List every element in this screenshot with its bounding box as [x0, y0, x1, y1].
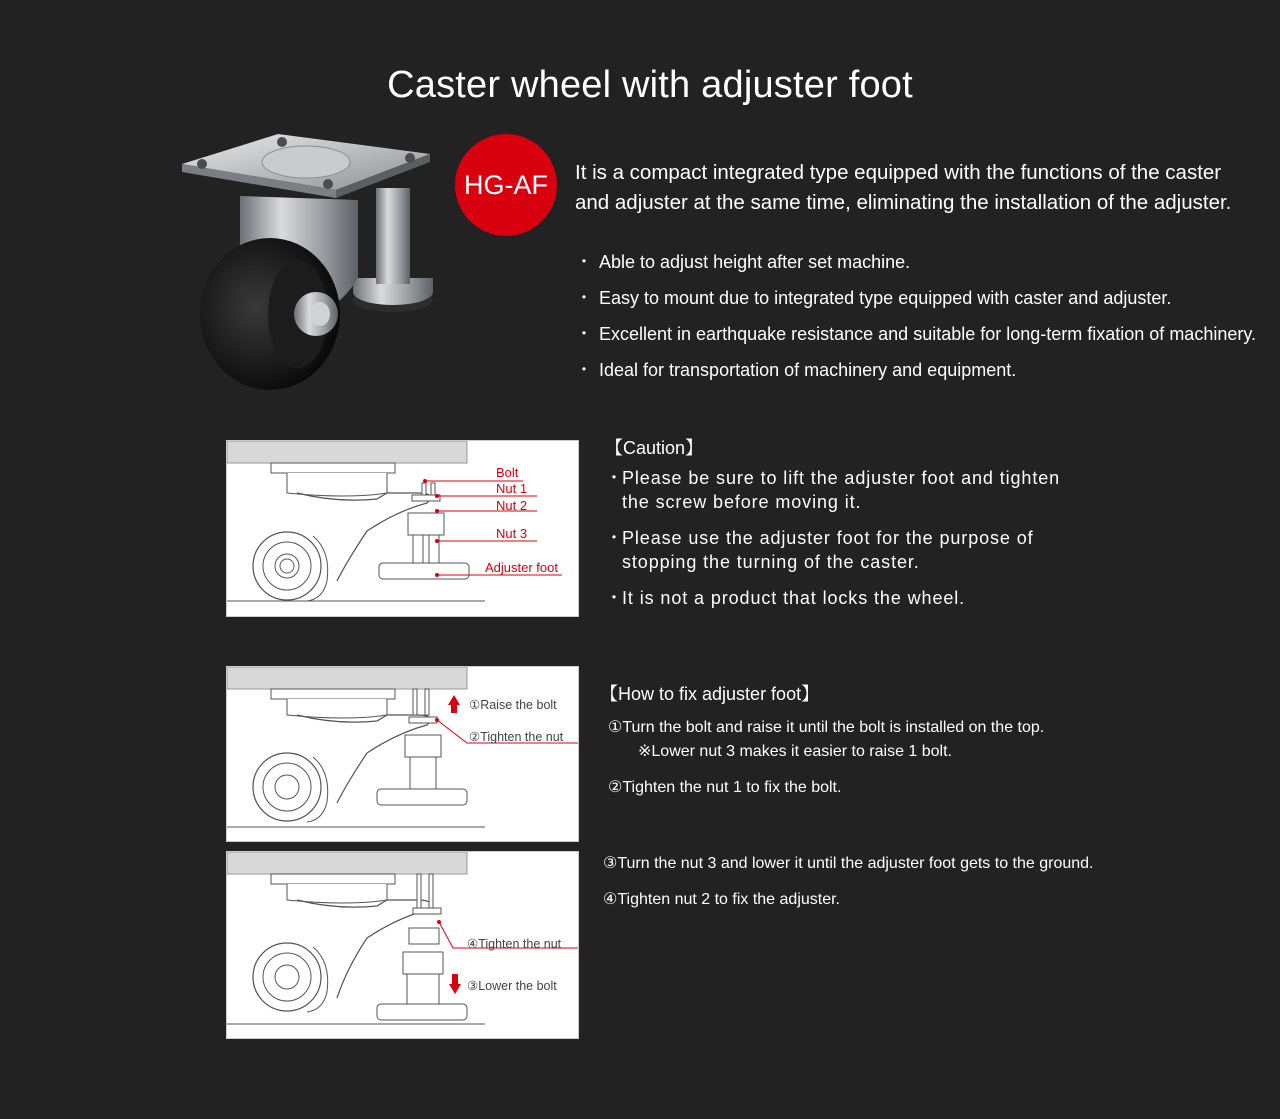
- feature-list: [575, 250, 1256, 394]
- list-item: ・ Please be sure to lift the adjuster foot and tighten the screw before moving it.: [605, 468, 1061, 512]
- howto-heading: 【How to fix adjuster foot】: [600, 684, 820, 704]
- step-3: ③Turn the nut 3 and lower it until the adjuster foot gets to the ground.: [603, 855, 1094, 872]
- bullet: ・: [575, 360, 593, 380]
- howto-steps-continued: [603, 852, 1094, 924]
- label-tighten-nut: ②Tighten the nut: [469, 730, 564, 744]
- step-2: ②Tighten the nut 1 to fix the bolt.: [608, 779, 842, 796]
- list-item: ・ Able to adjust height after set machine.: [575, 252, 911, 272]
- intro-text: It is a compact integrated type equipped with the functions of the caster and adjuster at the same time, eliminating the installation of the adjuster.: [575, 161, 1232, 214]
- diagram-raise-bolt: [226, 666, 579, 842]
- page-title: Caster wheel with adjuster foot: [387, 64, 913, 106]
- step-4: ④Tighten nut 2 to fix the adjuster.: [603, 891, 840, 908]
- model-badge: HG-AF: [455, 134, 557, 236]
- bullet: ・: [605, 588, 624, 608]
- caster-product-image: [178, 128, 440, 390]
- howto-section: [600, 680, 1160, 800]
- bullet: ・: [605, 528, 624, 548]
- diagram-lower-bolt: [226, 851, 579, 1039]
- list-item: ・ Excellent in earthquake resistance and suitable for long-term fixation of machinery.: [575, 324, 1257, 344]
- label-nut2: Nut 2: [496, 498, 528, 513]
- list-item: ・ Please use the adjuster foot for the purpose of stopping the turning of the caster.: [605, 528, 1034, 572]
- bullet: ・: [575, 324, 593, 344]
- list-item: ・ Easy to mount due to integrated type equipped with caster and adjuster.: [575, 288, 1172, 308]
- bullet: ・: [605, 468, 624, 488]
- label-raise-bolt: ①Raise the bolt: [469, 698, 557, 712]
- label-tighten-nut-4: ④Tighten the nut: [467, 937, 562, 951]
- caution-heading: 【Caution】: [605, 438, 704, 458]
- label-bolt: Bolt: [496, 465, 519, 480]
- list-item: ・ It is not a product that locks the wheel.: [605, 588, 966, 608]
- list-item: ・ Ideal for transportation of machinery and equipment.: [575, 360, 1017, 380]
- label-nut1: Nut 1: [496, 481, 528, 496]
- label-adjuster-foot: Adjuster foot: [485, 560, 558, 575]
- step-1-note: ※Lower nut 3 makes it easier to raise 1 bolt.: [638, 743, 952, 760]
- step-1: ①Turn the bolt and raise it until the bolt is installed on the top.: [608, 719, 1045, 736]
- label-lower-bolt: ③Lower the bolt: [467, 979, 557, 993]
- bullet: ・: [575, 252, 593, 272]
- label-nut3: Nut 3: [496, 526, 528, 541]
- caution-section: [605, 434, 1085, 622]
- bullet: ・: [575, 288, 593, 308]
- diagram-parts: [226, 440, 579, 617]
